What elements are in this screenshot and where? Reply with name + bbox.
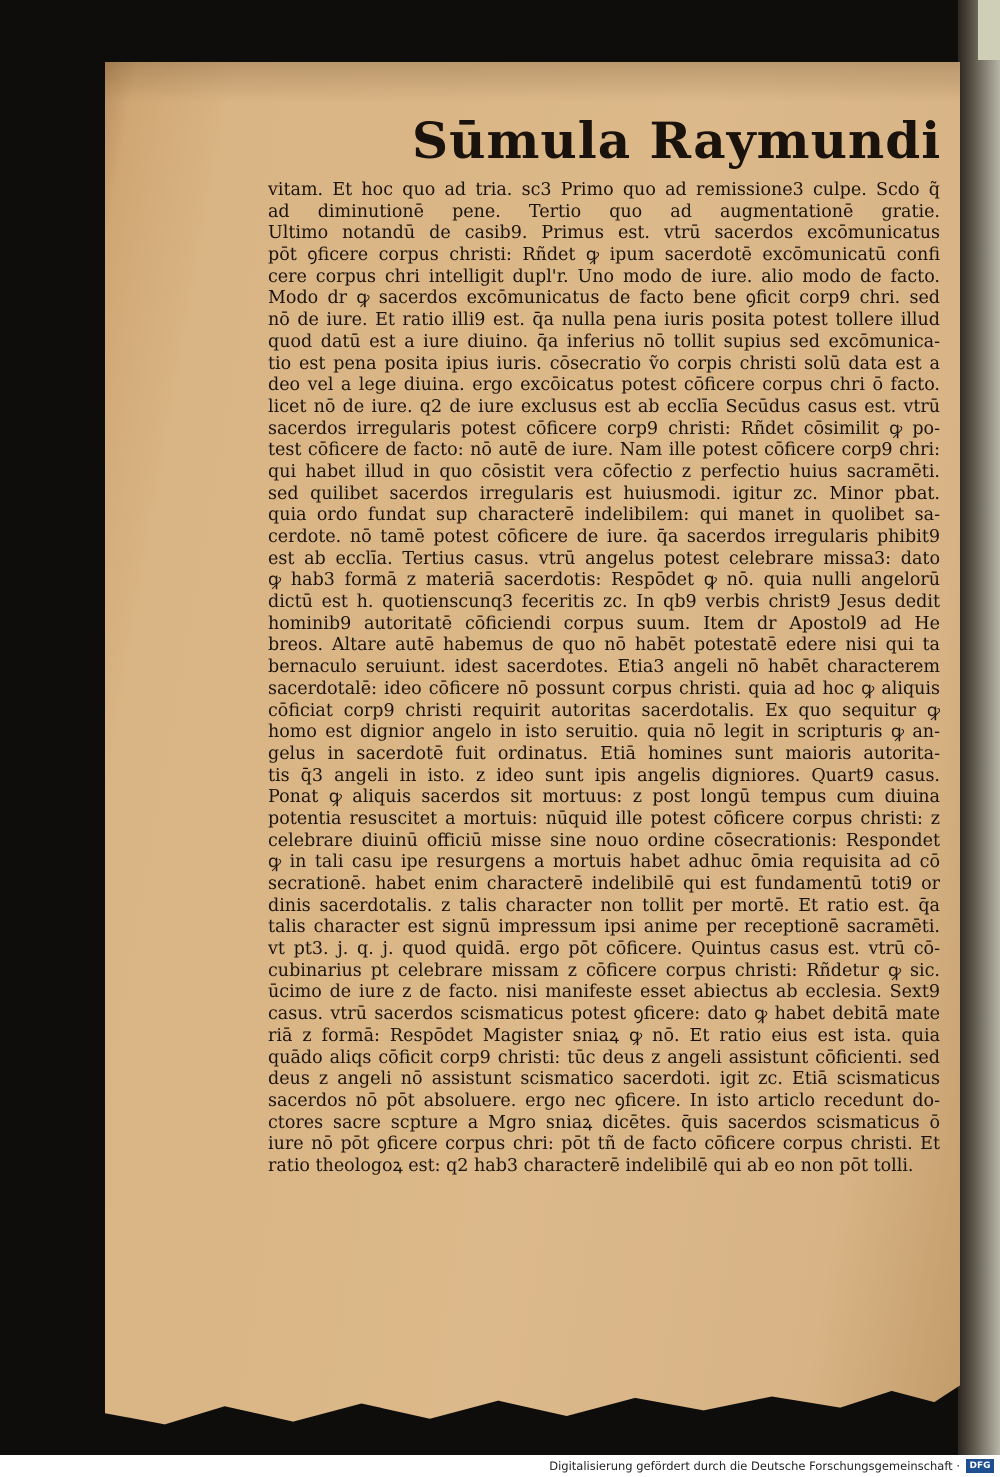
text-line: Ultimo notandū de casib9. Primus est. vtrū sacerdos excōmunicatus xyxy=(268,223,940,244)
book-cover-edge xyxy=(958,0,1000,1455)
text-line: licet nō de iure. q2 de iure exclusus est ab ecclīa Secūdus casus est. vtrū xyxy=(268,396,940,417)
text-line: hominib9 autoritatē cōficiendi corpus suum. Item dr Apostol9 ad He xyxy=(268,613,940,634)
digitization-credit: Digitalisierung gefördert durch die Deutsche Forschungsgemeinschaft · xyxy=(549,1459,960,1473)
text-line: quādo aliqs cōficit corp9 christi: tūc deus z angeli assistunt cōficienti. sed xyxy=(268,1047,940,1068)
text-line: ad diminutionē pene. Tertio quo ad augmentationē gratie. xyxy=(268,201,940,222)
text-line: Ponat ꝙ aliquis sacerdos sit mortuus: z post longū tempus cum diuina xyxy=(268,787,940,808)
text-line: talis character est signū impressum ipsi anime per receptionē sacramēti. xyxy=(268,917,940,938)
text-line: quia ordo fundat sup characterē indelibilem: qui manet in quolibet sa- xyxy=(268,505,940,526)
text-line: celebrare diuinū officiū misse sine nouo ordine cōsecrationis: Respondet xyxy=(268,830,940,851)
text-line: sacerdos nō pōt absoluere. ergo nec ꝯficere. In isto articlo recedunt do- xyxy=(268,1090,940,1111)
text-line: ratio theologoꝝ est: q2 hab3 characterē indelibilē qui ab eo non pōt tolli. xyxy=(268,1155,914,1176)
text-line: sacerdos irregularis potest cōficere corp9 christi: Rñdet cōsimilit ꝙ po- xyxy=(268,418,940,439)
text-line: ctores sacre scpture a Mgro sniaꝝ dicētes. q̄uis sacerdos scismaticus ō xyxy=(268,1112,940,1133)
book-cover-leaf xyxy=(978,0,1000,60)
text-line: bernaculo seruiunt. idest sacerdotes. Etia3 angeli nō habēt characterem xyxy=(268,657,940,678)
text-block xyxy=(268,180,940,1178)
text-line: dictū est h. quotienscunq3 feceritis zc. In qb9 verbis christ9 Jesus dedit xyxy=(268,592,940,613)
text-line: riā z formā: Respōdet Magister sniaꝝ ꝙ nō. Et ratio eius est ista. quia xyxy=(268,1025,940,1046)
text-line: tis q̄3 angeli in isto. z ideo sunt ipis angelis digniores. Quart9 casus. xyxy=(268,765,940,786)
text-line: casus. vtrū sacerdos scismaticus potest ꝯficere: dato ꝙ habet debitā mate xyxy=(268,1004,940,1025)
text-line: Modo dr ꝙ sacerdos excōmunicatus de facto bene ꝯficit corp9 chri. sed xyxy=(268,288,940,309)
text-line: cerdote. nō tamē potest cōficere de iure. q̄a sacerdos irregularis phibit9 xyxy=(268,527,940,547)
text-line: ꝙ hab3 formā z materiā sacerdotis: Respōdet ꝙ nō. quia nulli angelorū xyxy=(268,570,940,591)
text-line: tio est pena posita ipius iuris. cōsecratio ṽo corpis christi solū data est a xyxy=(268,353,940,374)
text-line: test cōficere de facto: nō autē de iure. Nam ille potest cōficere corp9 chri: xyxy=(268,440,940,461)
text-line: ūcimo de iure z de facto. nisi manifeste esset abiectus ab ecclesia. Sext9 xyxy=(268,982,940,1003)
text-line: qui habet illud in quo cōsistit vera cōfectio z perfectio huius sacramēti. xyxy=(268,461,940,482)
text-line: vitam. Et hoc quo ad tria. sc3 Primo quo ad remissione3 culpe. Scdo q̃ xyxy=(268,180,940,200)
text-line: sed quilibet sacerdos irregularis est huiusmodi. igitur zc. Minor pbat. xyxy=(268,483,940,504)
text-line: dinis sacerdotalis. z talis character non tollit per mortē. Et ratio est. q̄a xyxy=(268,895,940,916)
text-line: pōt ꝯficere corpus christi: Rñdet ꝙ ipum sacerdotē excōmunicatū confi xyxy=(268,245,940,266)
text-line: sacerdotalē: ideo cōficere nō possunt corpus christi. quia ad hoc ꝙ aliquis xyxy=(268,678,940,699)
text-line: potentia resuscitet a mortuis: nūquid ille potest cōficere corpus christi: z xyxy=(268,808,940,829)
running-title: Sūmula Raymundi xyxy=(412,111,942,170)
text-line: gelus in sacerdotē fuit ordinatus. Etiā homines sunt maioris autorita- xyxy=(268,743,940,764)
text-line: deo vel a lege diuina. ergo excōicatus potest cōficere corpus chri ō facto. xyxy=(268,375,940,396)
dfg-logo-icon: DFG xyxy=(966,1459,994,1473)
text-line: vt pt3. j. q. j. quod quidā. ergo pōt cōficere. Quintus casus est. vtrū cō- xyxy=(268,939,940,960)
text-line: est ab ecclīa. Tertius casus. vtrū angelus potest celebrare missa3: dato xyxy=(268,548,940,569)
text-line: iure nō pōt ꝯficere corpus chri: pōt tñ de facto cōficere corpus christi. Et xyxy=(268,1134,940,1155)
page-top-shade xyxy=(105,62,960,102)
text-line: cōficiat corp9 christi requirit autoritas sacerdotalis. Ex quo sequitur ꝙ xyxy=(268,700,940,721)
text-line: cere corpus chri intelligit dupl'r. Uno modo de iure. alio modo de facto. xyxy=(268,266,940,287)
text-line: nō de iure. Et ratio illi9 est. q̄a nulla pena iuris posita potest tollere illud xyxy=(268,310,940,331)
text-line: breos. Altare autē habemus de quo nō habēt potestatē edere nisi qui ta xyxy=(268,635,940,656)
text-line: secrationē. habet enim characterē indelibilē qui est fundamentū toti9 or xyxy=(268,874,940,894)
text-line: cubinarius pt celebrare missam z cōficere corpus christi: Rñdetur ꝙ sic. xyxy=(268,960,940,981)
text-line: homo est dignior angelo in isto seruitio. quia nō legit in scripturis ꝙ an- xyxy=(268,722,940,743)
text-line: ꝙ in tali casu ipe resurgens a mortuis habet adhuc ōmia requisita ad cō xyxy=(268,852,940,873)
text-line: quod datū est a iure diuino. q̄a inferius nō tollit supius sed excōmunica- xyxy=(268,331,940,352)
text-line: deus z angeli nō assistunt scismatico sacerdoti. igit zc. Etiā scismaticus xyxy=(268,1069,940,1090)
